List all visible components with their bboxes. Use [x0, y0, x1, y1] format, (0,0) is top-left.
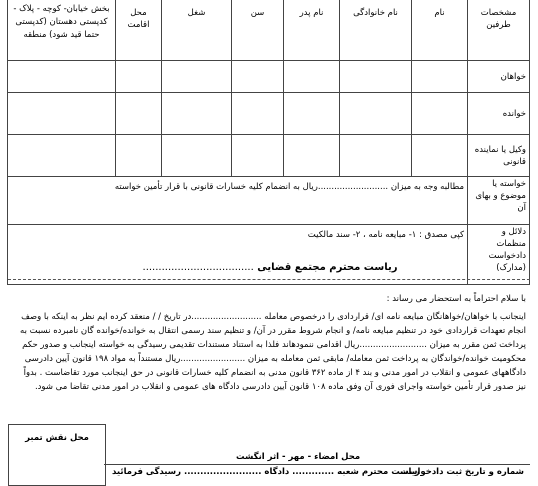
- body-line-3: پرداخت ثمن مقرر به میزان .........................ریال اقدامی ننمودهاند فلذا به استناد مستندات تقدیمی رسیدگی به خواسته اینجانب و صدور حکم: [22, 340, 526, 350]
- row-label-claim: خواسته یا موضوع و بهای آن: [468, 177, 530, 225]
- header-address: بخش خیابان- کوچه - پلاک - کدپستی دهستان (کدپستی حتما قید شود) منطقه: [8, 0, 116, 61]
- lawyer-residence-field[interactable]: [116, 135, 162, 177]
- row-label-evidence: دلائل و منظمات دادخواست (مدارک): [468, 225, 530, 285]
- registration-label: شماره و تاریخ ثبت دادخواست: [400, 467, 524, 477]
- evidence-value: کپی مصدق : ۱- مبایعه نامه ، ۲- سند مالکیت: [8, 225, 468, 285]
- header-name: نام: [412, 0, 468, 61]
- greeting: با سلام احتراماً به استحضار می رساند :: [386, 294, 526, 304]
- lawyer-surname-field[interactable]: [340, 135, 412, 177]
- body-line-6: نیز صدور قرار تأمین خواسته واجرای فوری آن وفق ماده ۱۰۸ قانون آیین دادرسی دادگاه های عمومی و انقلاب در امور مدنی تقاضا می شود.: [34, 382, 526, 392]
- lawyer-job-field[interactable]: [162, 135, 232, 177]
- stamp-label: محل نقش تمبر: [25, 433, 89, 443]
- header-age: سن: [232, 0, 284, 61]
- header-surname: نام خانوادگی: [340, 0, 412, 61]
- signature-label: محل امضاء - مهر - اثر انگشت: [236, 452, 361, 462]
- lawyer-name-field[interactable]: [412, 135, 468, 177]
- stamp-box: [8, 424, 106, 486]
- header-party-spec: مشخصات طرفین: [468, 0, 530, 61]
- plaintiff-residence-field[interactable]: [116, 61, 162, 93]
- claim-value: مطالبه وجه به میزان ..........................ریال به انضمام کلیه خسارات قانونی با قرار تأمین خواسته: [8, 177, 468, 225]
- body-line-4: محکومیت خوانده/خواندگان به پرداخت ثمن معامله/ مابقی ثمن معامله به میزان ........................ریال مستنداً به مواد ۱۹۸ قانون آیین دادرسی: [24, 354, 526, 364]
- dashed-divider: [8, 279, 530, 280]
- defendant-address-field[interactable]: [8, 93, 116, 135]
- defendant-residence-field[interactable]: [116, 93, 162, 135]
- bottom-divider: [104, 464, 530, 465]
- defendant-surname-field[interactable]: [340, 93, 412, 135]
- header-father-name: نام پدر: [284, 0, 340, 61]
- body-line-2: انجام تعهدات قراردادی خود در تنظیم مبایعه نامه/ و انجام شروط مقرر در آن/ و تنظیم سند رسمی انتقال به خوانده/خوانده گان نامبرده نسبت به: [20, 326, 526, 336]
- plaintiff-name-field[interactable]: [412, 61, 468, 93]
- row-label-lawyer: وکیل یا نماینده قانونی: [468, 135, 530, 177]
- body-line-5: دادگاههای عمومی و انقلاب در امور مدنی و بند ۴ از ماده ۳۶۲ قانون مدنی به انضمام کلیه خسارات قانونی در حق اینجانب مورد تقاضاست . بدواً: [23, 368, 526, 378]
- plaintiff-age-field[interactable]: [232, 61, 284, 93]
- lawyer-father-field[interactable]: [284, 135, 340, 177]
- court-title: [140, 262, 400, 273]
- row-label-defendant: خوانده: [468, 93, 530, 135]
- header-residence: محل اقامت: [116, 0, 162, 61]
- lawyer-address-field[interactable]: [8, 135, 116, 177]
- referral-line: ریاست محترم شعبه ............. دادگاه ........................ رسیدگی فرمائید: [112, 467, 420, 477]
- defendant-name-field[interactable]: [412, 93, 468, 135]
- plaintiff-job-field[interactable]: [162, 61, 232, 93]
- defendant-job-field[interactable]: [162, 93, 232, 135]
- row-label-plaintiff: خواهان: [468, 61, 530, 93]
- court-title-text: ریاست محترم مجتمع قضایی: [257, 262, 398, 273]
- header-job: شغل: [162, 0, 232, 61]
- plaintiff-surname-field[interactable]: [340, 61, 412, 93]
- defendant-age-field[interactable]: [232, 93, 284, 135]
- plaintiff-father-field[interactable]: [284, 61, 340, 93]
- body-line-1: اینجانب با خواهان/خواهانگان مبایعه نامه ای/ قراردادی را درخصوص معامله ..........................در تاریخ / / منعقد کرده ایم نظر به اینکه با وصف: [21, 312, 526, 322]
- court-title-dots: ...................................: [142, 262, 254, 273]
- defendant-father-field[interactable]: [284, 93, 340, 135]
- plaintiff-address-field[interactable]: [8, 61, 116, 93]
- parties-table: [7, 0, 530, 285]
- lawyer-age-field[interactable]: [232, 135, 284, 177]
